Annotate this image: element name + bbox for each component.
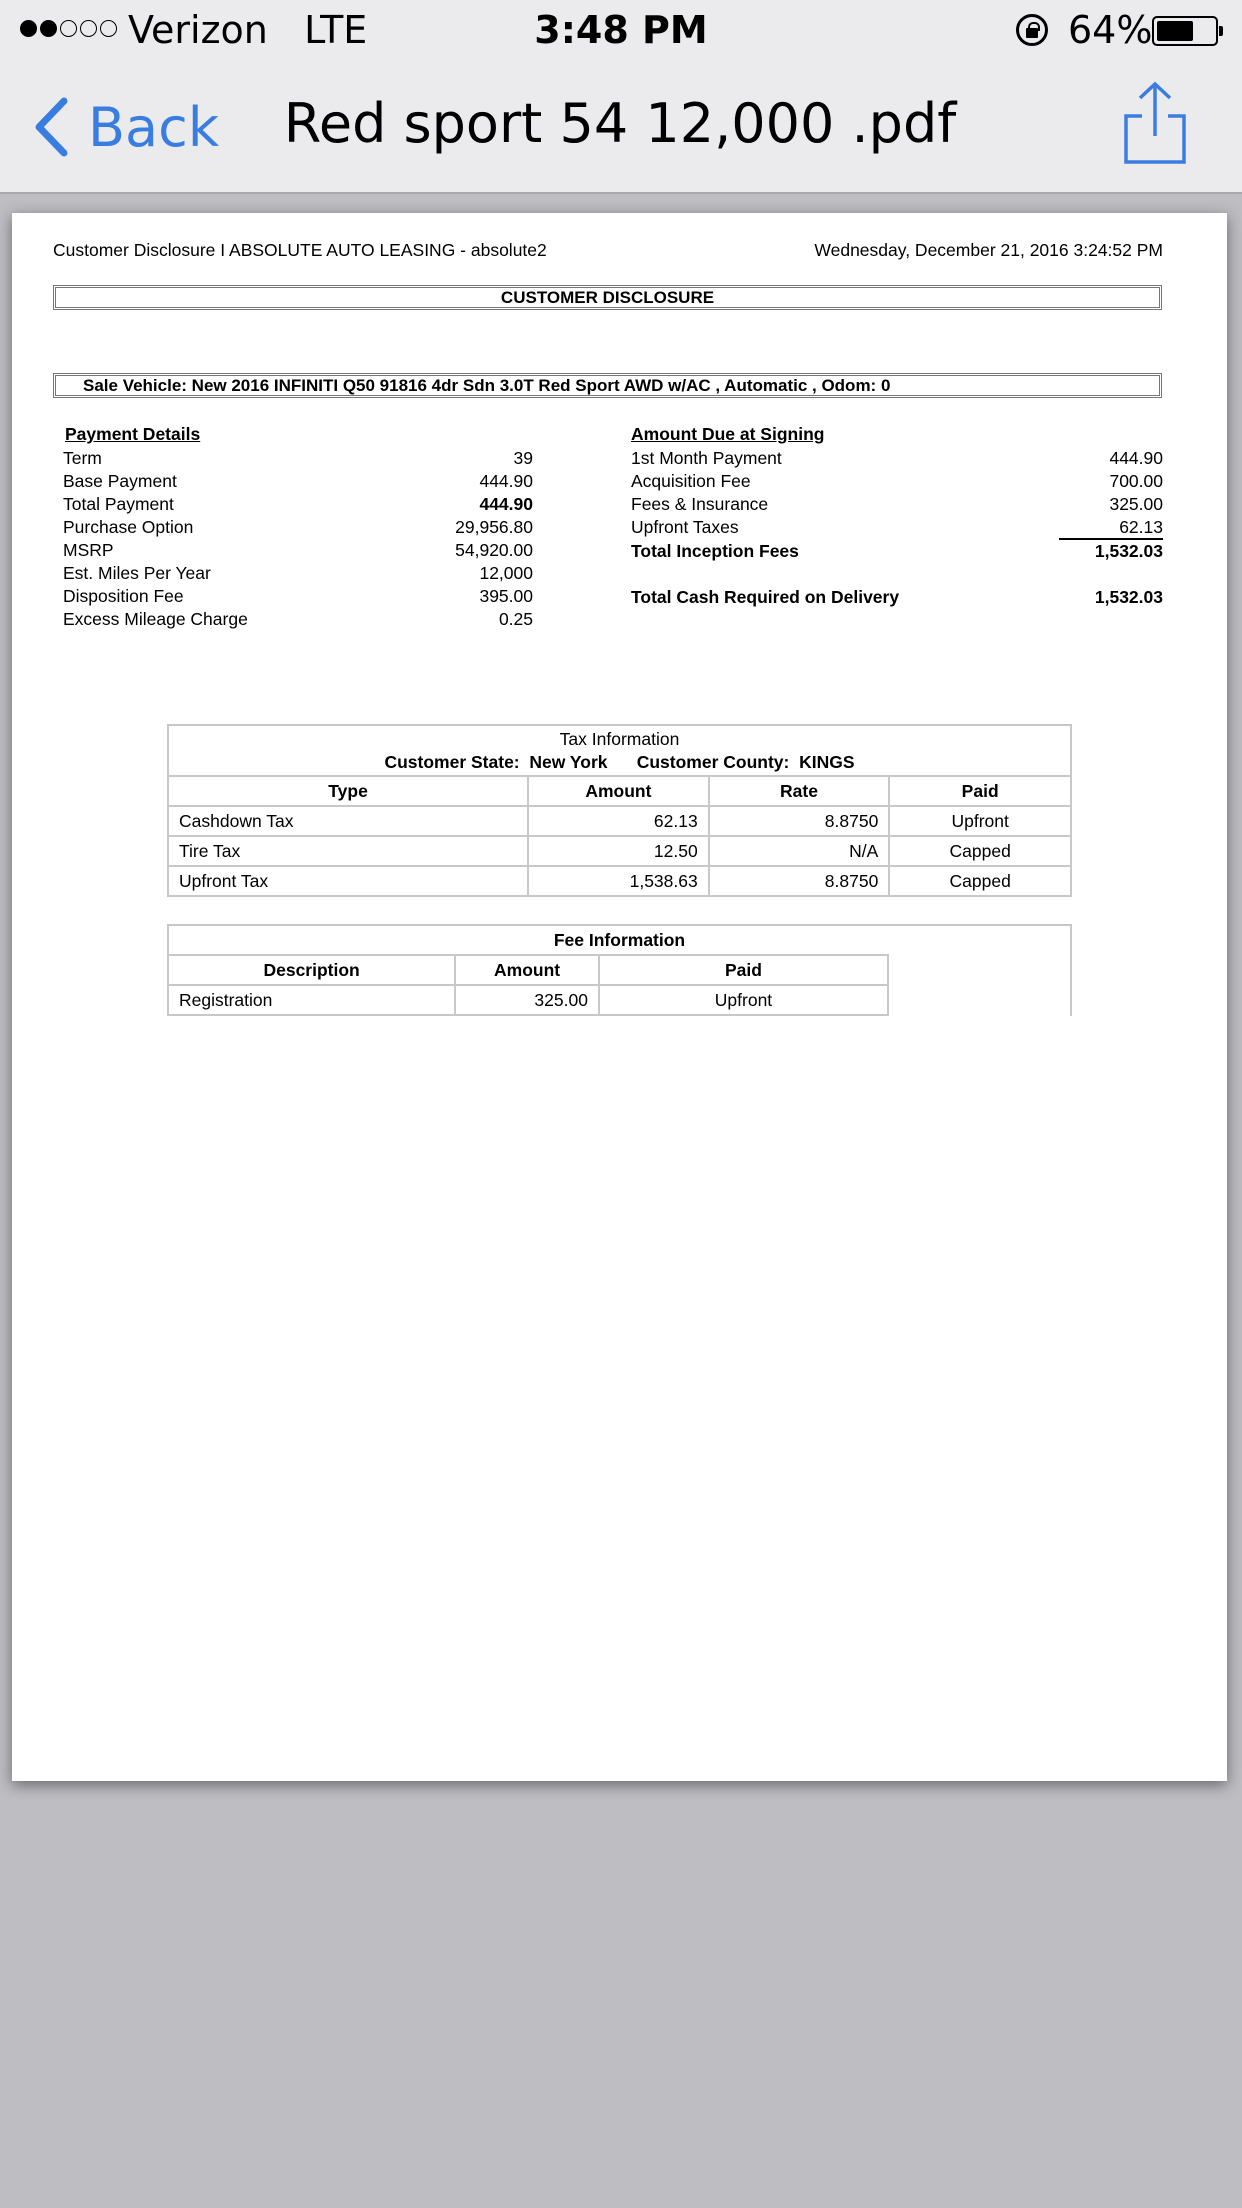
tax-type: Upfront Tax xyxy=(168,866,528,896)
amount-row-first-month: 1st Month Payment 444.90 xyxy=(631,448,1163,468)
status-time: 3:48 PM xyxy=(534,8,708,52)
tax-amount: 12.50 xyxy=(528,836,709,866)
column-header: Rate xyxy=(709,776,890,806)
tax-table xyxy=(167,775,1072,897)
fee-information-table xyxy=(167,924,1072,1016)
column-header: Description xyxy=(168,955,455,985)
rotation-lock-icon xyxy=(1016,14,1048,46)
column-header: Amount xyxy=(455,955,599,985)
tax-rate: 8.8750 xyxy=(709,866,890,896)
payment-row-miles-per-year: Est. Miles Per Year 12,000 xyxy=(63,563,533,583)
table-row xyxy=(168,866,1071,896)
tax-information-title: Tax Information xyxy=(559,729,680,749)
payment-row-excess-mileage: Excess Mileage Charge 0.25 xyxy=(63,609,533,629)
document-title: Red sport 54 12,000 .pdf xyxy=(283,92,957,155)
column-header: Paid xyxy=(889,776,1071,806)
fee-table xyxy=(167,954,889,1016)
total-cash-required: Total Cash Required on Delivery 1,532.03 xyxy=(631,587,1163,607)
back-button-label: Back xyxy=(88,95,220,159)
status-bar xyxy=(0,0,1242,60)
amount-row-total-inception: Total Inception Fees 1,532.03 xyxy=(631,541,1163,561)
subtotal-rule xyxy=(1059,538,1163,540)
disclosure-title: CUSTOMER DISCLOSURE xyxy=(53,285,1162,310)
tax-rate: 8.8750 xyxy=(709,806,890,836)
tax-paid: Capped xyxy=(889,836,1071,866)
fee-information-title: Fee Information xyxy=(553,930,686,950)
payment-row-total-payment: Total Payment 444.90 xyxy=(63,494,533,514)
battery-icon xyxy=(1152,16,1218,46)
battery-percentage: 64% xyxy=(1068,8,1153,52)
carrier-name: Verizon LTE xyxy=(128,8,368,52)
chevron-left-icon xyxy=(34,97,68,157)
amount-row-acquisition-fee: Acquisition Fee 700.00 xyxy=(631,471,1163,491)
tax-rate: N/A xyxy=(709,836,890,866)
column-header: Type xyxy=(168,776,528,806)
payment-row-base-payment: Base Payment 444.90 xyxy=(63,471,533,491)
customer-county: KINGS xyxy=(799,752,855,772)
customer-state: New York xyxy=(529,752,608,772)
battery-fill xyxy=(1157,21,1193,41)
payment-row-purchase-option: Purchase Option 29,956.80 xyxy=(63,517,533,537)
table-row xyxy=(168,806,1071,836)
customer-location: Customer State: New York Customer County: KINGS xyxy=(384,752,855,772)
tax-type: Cashdown Tax xyxy=(168,806,528,836)
share-button[interactable] xyxy=(1120,80,1190,166)
column-header: Paid xyxy=(599,955,888,985)
tax-amount: 62.13 xyxy=(528,806,709,836)
tax-type: Tire Tax xyxy=(168,836,528,866)
tax-information-caption xyxy=(167,724,1072,775)
tax-paid: Capped xyxy=(889,866,1071,896)
payment-row-disposition-fee: Disposition Fee 395.00 xyxy=(63,586,533,606)
payment-row-term: Term 39 xyxy=(63,448,533,468)
amount-row-fees-insurance: Fees & Insurance 325.00 xyxy=(631,494,1163,514)
sale-vehicle: Sale Vehicle: New 2016 INFINITI Q50 91816 4dr Sdn 3.0T Red Sport AWD w/AC , Automatic , Odom: 0 xyxy=(53,373,1162,398)
fee-amount: 325.00 xyxy=(455,985,599,1015)
document-content xyxy=(12,213,1227,1781)
back-button[interactable] xyxy=(34,92,219,162)
tax-amount: 1,538.63 xyxy=(528,866,709,896)
amount-due-heading: Amount Due at Signing xyxy=(631,424,825,444)
tax-paid: Upfront xyxy=(889,806,1071,836)
network-type: LTE xyxy=(304,8,368,52)
payment-details-heading: Payment Details xyxy=(65,424,201,444)
table-header-row xyxy=(168,776,1071,806)
table-row xyxy=(168,836,1071,866)
amount-row-upfront-taxes: Upfront Taxes 62.13 xyxy=(631,517,1163,537)
top-bar xyxy=(0,0,1242,194)
fee-paid: Upfront xyxy=(599,985,888,1015)
payment-row-msrp: MSRP 54,920.00 xyxy=(63,540,533,560)
table-row xyxy=(168,985,888,1015)
table-header-row xyxy=(168,955,888,985)
document-header-left: Customer Disclosure I ABSOLUTE AUTO LEASING - absolute2 xyxy=(53,240,547,260)
document-header-date: Wednesday, December 21, 2016 3:24:52 PM xyxy=(814,240,1163,260)
fee-description: Registration xyxy=(168,985,455,1015)
tax-information-table xyxy=(167,724,1072,897)
column-header: Amount xyxy=(528,776,709,806)
share-icon xyxy=(1120,80,1190,166)
pdf-page[interactable] xyxy=(12,213,1227,1781)
